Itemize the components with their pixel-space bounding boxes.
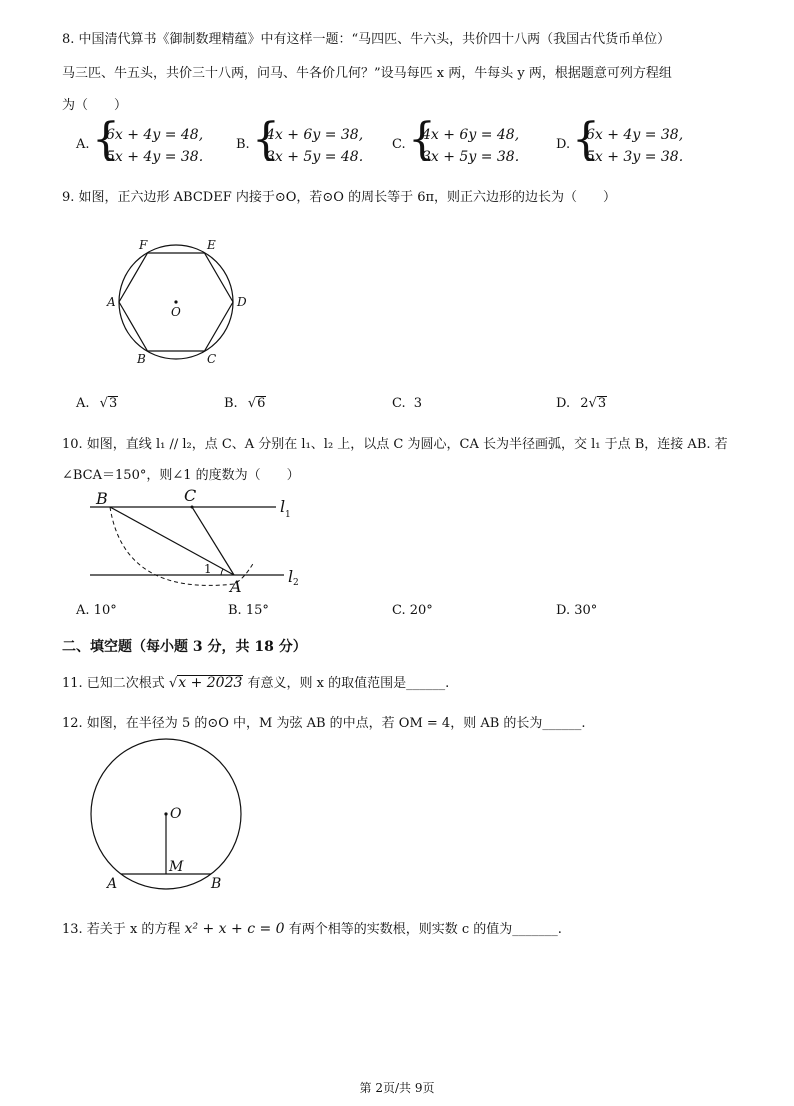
q11-suffix: 有意义，则 x 的取值范围是______. [247,676,450,691]
q12-text: 12. 如图，在半径为 5 的⊙O 中，M 为弦 AB 的中点，若 OM = 4，则 AB 的长为______. [62,716,586,731]
q11-prefix: 11. 已知二次根式 [62,676,165,691]
label-a: A [230,577,242,596]
option-value: 20° [409,603,433,618]
q11-text [62,672,449,691]
segment-ba [110,507,234,575]
option-label: A. [76,396,90,411]
q9-text: 9. 如图，正六边形 ABCDEF 内接于⊙O，若⊙O 的周长等于 6π，则正六边形的边长为（ ） [62,190,617,205]
center-point [174,300,177,303]
q13-text [62,918,562,940]
brace-icon: { [572,114,600,165]
label-l2-sub: 2 [293,578,299,588]
option-label: D. [556,396,571,411]
equation-1: 4x + 6y = 38, [266,127,364,143]
option-label: C. [392,137,406,152]
q10-line1: 10. 如图，直线 l₁ // l₂，点 C、A 分别在 l₁、l₂ 上，以点 C 为圆心，CA 长为半径画弧，交 l₁ 于点 B，连接 AB. 若 [62,437,728,452]
label-a: A [107,876,118,892]
label-m: M [169,859,184,875]
sqrt-icon: √ [588,396,597,411]
q9-option-a[interactable] [76,396,118,411]
circle-chord-figure [86,734,256,894]
option-value: 6 [257,396,266,411]
equation-1: 6x + 4y = 38, [586,127,684,143]
q11-radicand: x + 2023 [178,675,243,691]
option-coefficient: 2 [580,396,589,411]
q9-option-c[interactable] [392,396,422,411]
segment-ca [192,507,234,575]
q8-option-b[interactable] [236,114,396,170]
label-d: D [237,295,247,309]
q10-option-c[interactable] [392,603,433,618]
label-o: O [171,305,181,319]
brace-icon: { [408,114,436,165]
label-b: B [96,489,108,508]
option-value: 10° [93,603,117,618]
option-radicand: 3 [597,396,607,411]
option-value: 15° [245,603,269,618]
label-e: E [207,238,216,252]
brace-icon: { [92,114,120,165]
q8-line1: 8. 中国清代算书《御制数理精蕴》中有这样一题：“马四匹、牛六头，共价四十八两（我国古代货币单位） [62,32,671,47]
q8-option-d[interactable] [556,114,716,170]
q8-option-c[interactable] [392,114,552,170]
equation-2: 3x + 5y = 48. [266,149,364,165]
section-heading: 二、填空题（每小题 3 分，共 18 分） [62,639,307,655]
q8-line3: 为（ ） [62,98,128,113]
parallel-lines-figure [84,484,314,596]
q10-option-a[interactable] [76,603,117,618]
label-c: C [207,352,217,366]
equation-1: 4x + 6y = 48, [422,127,520,143]
label-l1: l [280,497,286,516]
q13-equation: x² + x + c = 0 [184,921,285,937]
sqrt-icon: √ [168,676,178,691]
q10-line2: ∠BCA＝150°，则∠1 的度数为（ ） [62,468,300,483]
q8-line2: 马三匹、牛五头，共价三十八两，问马、牛各价几何？”设马每匹 x 两，牛每头 y 两，根据题意可列方程组 [62,66,672,81]
label-b: B [137,352,146,366]
option-label: B. [224,396,238,411]
sqrt-icon: √ [99,396,108,411]
label-o: O [170,806,182,822]
point-c [191,506,194,509]
option-value: 30° [574,603,598,618]
option-label: A. [76,137,90,152]
equation-2: 5x + 3y = 38. [586,149,684,165]
option-value: 3 [413,396,423,411]
q10-option-b[interactable] [228,603,269,618]
label-a: A [107,295,116,309]
angle-mark [221,569,223,575]
q9-option-b[interactable] [224,396,266,411]
option-label: C. [392,603,406,618]
q13-prefix: 13. 若关于 x 的方程 [62,922,185,937]
label-l2: l [288,567,294,586]
option-label: A. [76,603,90,618]
equation-1: 6x + 4y = 48, [106,127,204,143]
page-number: 第 2页/共 9页 [359,1081,435,1095]
center-point [164,812,167,815]
equation-2: 3x + 5y = 38. [422,149,520,165]
option-label: B. [236,137,250,152]
option-label: D. [556,137,571,152]
hexagon-circle-figure [104,234,264,370]
option-value: 3 [108,396,118,411]
q9-option-d[interactable] [556,396,607,411]
label-c: C [184,486,197,505]
option-label: D. [556,603,571,618]
sqrt-icon: √ [247,396,257,411]
equation-2: 5x + 4y = 38. [106,149,204,165]
label-angle-1: 1 [204,562,212,576]
brace-icon: { [252,114,280,165]
q10-option-d[interactable] [556,603,597,618]
label-f: F [139,238,148,252]
option-label: C. [392,396,406,411]
q13-suffix: 有两个相等的实数根，则实数 c 的值为_______. [284,922,562,937]
q8-option-a[interactable] [76,114,236,170]
label-b: B [211,876,222,892]
label-l1-sub: 1 [285,510,291,520]
option-label: B. [228,603,242,618]
